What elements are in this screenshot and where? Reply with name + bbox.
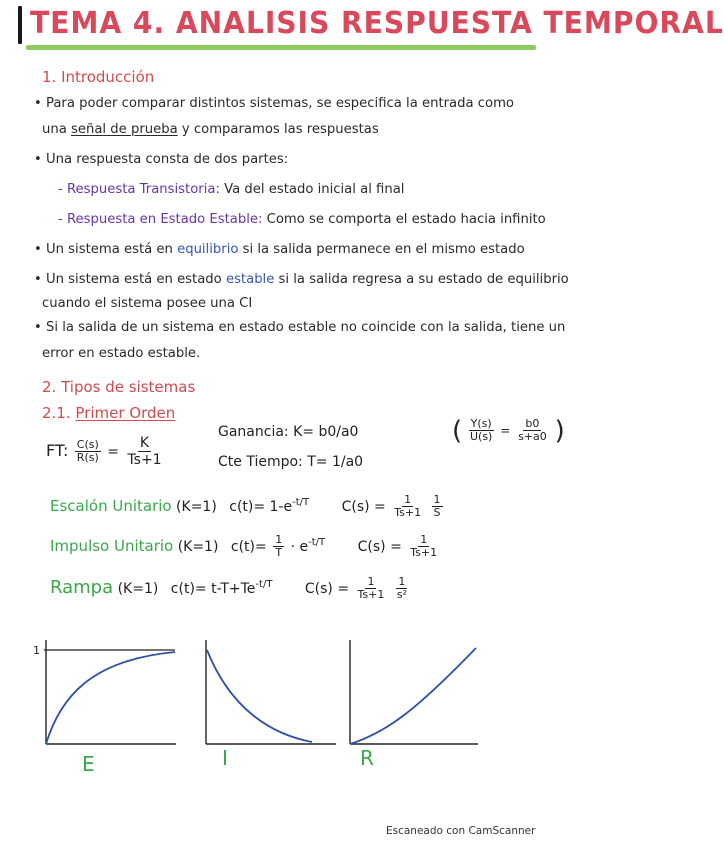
- escalon-time: c(t)= 1-e: [229, 498, 293, 515]
- rampa-time: c(t)= t-T+Te: [170, 580, 256, 597]
- rampa-label: Rampa: [50, 576, 114, 598]
- escalon-s-pre: C(s) =: [341, 498, 386, 515]
- rampa-f2-num: 1: [398, 575, 406, 588]
- graph-rampa-curve: [350, 648, 476, 744]
- ganancia-text: Ganancia: K= b0/a0: [218, 424, 359, 440]
- p3-post: si la salida permanece en el mismo estado: [238, 242, 525, 257]
- intro-p3: [34, 242, 525, 257]
- tf-paren-right: ): [554, 416, 565, 446]
- escalon-f2-den: S: [433, 506, 441, 520]
- impulso-exp: -t/T: [308, 537, 326, 549]
- transitoria-text: Va del estado inicial al final: [219, 182, 405, 197]
- graph-escalon-ytick: 1: [33, 644, 40, 657]
- rampa-s-pre: C(s) =: [304, 580, 350, 597]
- camscanner-footer: Escaneado con CamScanner: [386, 825, 536, 837]
- rampa-f2: [395, 576, 409, 602]
- ft-num: C(s): [76, 438, 99, 452]
- intro-heading: 1. Introducción: [42, 68, 155, 86]
- graph-escalon-curve: [46, 652, 175, 744]
- tf-equals: =: [500, 423, 511, 438]
- impulso-time-b: · e: [290, 538, 309, 555]
- impulso-label: Impulso Unitario: [50, 536, 174, 555]
- response-impulso: [50, 534, 441, 560]
- tf-left-fraction: [468, 418, 494, 444]
- ft-den: R(s): [76, 451, 99, 465]
- tf-box: [452, 416, 565, 446]
- page-title: TEMA 4. ANALISIS RESPUESTA TEMPORAL: [30, 6, 724, 41]
- graph-escalon: [30, 628, 180, 750]
- impulso-f1: [408, 534, 439, 560]
- impulso-f1-num: 1: [420, 533, 428, 546]
- tf-left-den: U(s): [469, 430, 493, 444]
- escalon-label: Escalón Unitario: [50, 496, 172, 515]
- rampa-f1-num: 1: [367, 575, 375, 588]
- graph-label-e: E: [82, 752, 95, 776]
- intro-p1-b: [42, 122, 379, 137]
- tf-right-den: s+a0: [518, 430, 547, 444]
- escalon-exp: -t/T: [292, 497, 310, 509]
- tf-right-fraction: [516, 418, 549, 444]
- ft-formula: [46, 436, 166, 468]
- tf-left-num: Y(s): [470, 417, 492, 431]
- impulso-time: c(t)=: [230, 538, 272, 555]
- tipos-sub-num: 2.1.: [42, 404, 76, 422]
- p3-pre: • Un sistema está en: [34, 242, 178, 257]
- intro-p5: • Si la salida de un sistema en estado estable no coincide con la salida, tiene un: [34, 320, 566, 335]
- impulso-f1-den: Ts+1: [410, 546, 438, 560]
- tf-right-num: b0: [525, 417, 540, 431]
- title-bar-mark: [18, 6, 22, 44]
- impulso-cond: (K=1): [177, 538, 219, 555]
- tipos-heading: 2. Tipos de sistemas: [42, 378, 196, 396]
- ft-rhs-num: K: [139, 435, 150, 451]
- response-rampa: [50, 576, 411, 602]
- graph-impulso-curve: [207, 650, 312, 742]
- tipos-subheading: [42, 404, 175, 422]
- intro-p1-a: • Para poder comparar distintos sistemas, se especifica la entrada como: [34, 96, 514, 111]
- tipos-sub-title: Primer Orden: [75, 404, 176, 422]
- graph-label-i: I: [222, 746, 228, 770]
- intro-estable: [58, 212, 546, 227]
- intro-transitoria: [58, 182, 404, 197]
- graph-rampa: [338, 628, 488, 750]
- impulso-tfrac-den: T: [275, 546, 283, 560]
- ft-rhs-den: Ts+1: [127, 452, 162, 469]
- impulso-tfrac: [273, 534, 284, 560]
- escalon-f1-num: 1: [404, 493, 412, 506]
- graph-label-r: R: [360, 746, 374, 770]
- intro-p1-b-post: y comparamos las respuestas: [177, 122, 379, 137]
- tf-paren-left: (: [452, 416, 463, 446]
- cte-tiempo-text: Cte Tiempo: T= 1/a0: [218, 454, 364, 470]
- title-underline: [26, 45, 536, 50]
- rampa-exp: -t/T: [255, 579, 273, 591]
- transitoria-label: - Respuesta Transistoria:: [58, 182, 220, 197]
- response-escalon: [50, 494, 445, 520]
- estable-label: - Respuesta en Estado Estable:: [58, 212, 263, 227]
- escalon-f1-den: Ts+1: [394, 506, 422, 520]
- intro-p1-b-underlined: señal de prueba: [71, 122, 178, 137]
- intro-p5-b: error en estado estable.: [42, 346, 201, 361]
- escalon-f1: [392, 494, 423, 520]
- p4-key: estable: [225, 272, 275, 287]
- escalon-f2-num: 1: [433, 493, 441, 506]
- rampa-f1-den: Ts+1: [357, 588, 385, 602]
- impulso-tfrac-num: 1: [275, 533, 283, 546]
- impulso-s-pre: C(s) =: [357, 538, 402, 555]
- ft-equals: =: [107, 444, 119, 461]
- rampa-f1: [356, 576, 387, 602]
- escalon-cond: (K=1): [176, 498, 217, 515]
- p4-pre: • Un sistema está en estado: [34, 272, 226, 287]
- ft-label: FT:: [46, 441, 69, 461]
- ft-rhs-fraction: [125, 436, 163, 468]
- rampa-cond: (K=1): [117, 580, 159, 597]
- rampa-f2-den: s²: [396, 588, 407, 602]
- graph-impulso: [190, 628, 340, 750]
- intro-p2: • Una respuesta consta de dos partes:: [34, 152, 289, 167]
- intro-p4: [34, 272, 569, 287]
- ft-fraction: [75, 439, 101, 465]
- intro-p4-b: cuando el sistema posee una CI: [42, 296, 253, 311]
- p4-post: si la salida regresa a su estado de equilibrio: [274, 272, 569, 287]
- p3-key: equilibrio: [177, 242, 239, 257]
- estable-text: Como se comporta el estado hacia infinito: [262, 212, 546, 227]
- intro-p1-b-pre: una: [42, 122, 71, 137]
- escalon-f2: [432, 494, 443, 520]
